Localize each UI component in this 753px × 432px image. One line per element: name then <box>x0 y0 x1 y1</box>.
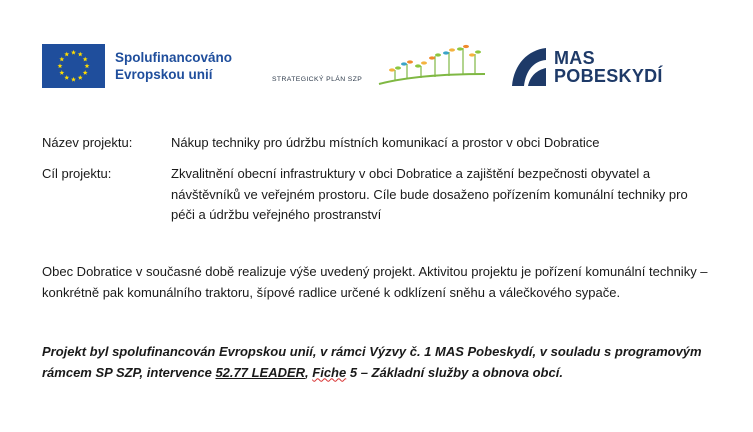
intervention-code: 52.77 LEADER <box>215 364 306 380</box>
eu-star-icon <box>78 75 83 80</box>
eu-star-icon <box>83 70 88 75</box>
eu-star-icon <box>71 50 76 55</box>
eu-star-icon <box>71 77 76 82</box>
eu-star-icon <box>85 63 90 68</box>
fiche-word: Fiche <box>312 364 347 380</box>
mas-pobeskydi-logo <box>510 46 663 88</box>
project-goal-row <box>42 164 711 226</box>
eu-star-icon <box>59 57 64 62</box>
eu-star-icon <box>59 70 64 75</box>
project-name-row <box>42 133 711 154</box>
project-name-value: Nákup techniky pro údržbu místních komunikací a prostor v obci Dobratice <box>171 135 600 150</box>
strategic-plan-szp-logo <box>272 44 487 90</box>
project-goal-label: Cíl projektu: <box>42 166 112 181</box>
funding-text-part2: , <box>305 364 313 380</box>
eu-star-icon <box>78 52 83 57</box>
eu-cofinancing-logo <box>42 44 232 88</box>
eu-star-icon <box>83 57 88 62</box>
funding-statement <box>42 342 742 383</box>
project-goal-value: Zkvalitnění obecní infrastruktury v obci Dobratice a zajištění bezpečnosti obyvatel a návštěvníků ve veřejném prostoru. Cíle bude dosaženo pořízením komunální techniky pro péči a údržbu veřejného prostranství <box>171 166 688 222</box>
mas-text-line2: POBESKYDÍ <box>554 66 663 86</box>
funding-text-part1: Projekt byl spolufinancován Evropskou unií, v rámci Výzvy č. 1 MAS Pobeskydí, v souladu s programovým rámcem SP SZP, intervence <box>42 344 702 380</box>
project-name-label: Název projektu: <box>42 135 133 150</box>
eu-flag-icon <box>42 44 105 88</box>
mas-text-line1: MAS <box>554 48 595 68</box>
mas-mountain-icon <box>510 46 548 88</box>
eu-star-icon <box>58 63 63 68</box>
funding-text-part3: 5 – Základní služby a obnova obcí. <box>346 364 563 380</box>
strategic-plan-label: STRATEGICKÝ PLÁN SZP <box>272 76 363 83</box>
eu-text-line2: Evropskou unií <box>115 67 213 82</box>
logo-header <box>0 0 753 110</box>
eu-star-icon <box>64 52 69 57</box>
eu-star-icon <box>64 75 69 80</box>
eu-cofinancing-text <box>115 49 232 83</box>
eu-text-line1: Spolufinancováno <box>115 50 233 65</box>
plants-icon <box>377 44 487 88</box>
project-description: Obec Dobratice v současné době realizuje výše uvedený projekt. Aktivitou projektu je pořízení komunální techniky – konkrétně pak komunálního traktoru, šípové radlice určené k odklízení sněhu a válečkového sypače. <box>42 264 708 300</box>
